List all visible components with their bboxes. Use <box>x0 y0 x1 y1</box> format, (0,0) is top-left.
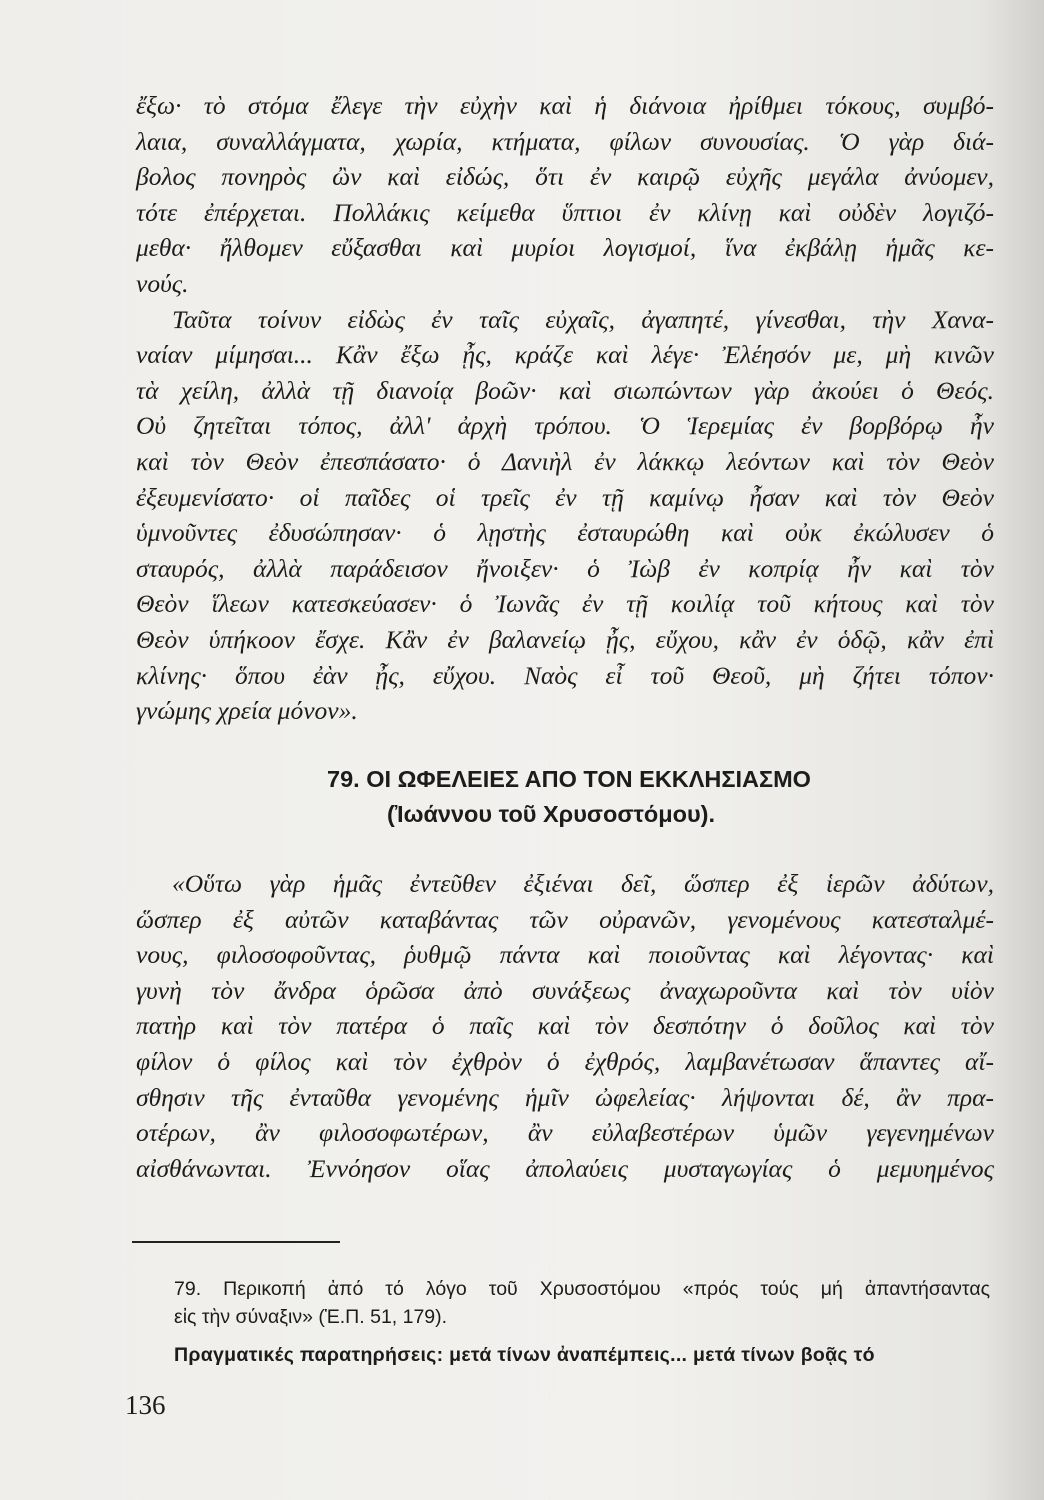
text-line: ὥσπερ ἐξ αὐτῶν καταβάντας τῶν οὐρανῶν, γενομένους κατεσταλμέ- <box>136 904 994 934</box>
text-line: σταυρός, ἀλλὰ παράδεισον ἤνοιξεν· ὁ Ἰὼβ ἐν κοπρίᾳ ἦν καὶ τὸν <box>136 553 994 583</box>
section-subheading: (Ἰωάννου τοῦ Χρυσοστόμου). <box>386 801 716 827</box>
section-heading: 79. ΟΙ ΩΦΕΛΕΙΕΣ ΑΠΟ ΤΟΝ ΕΚΚΛΗΣΙΑΣΜΟ <box>327 766 811 792</box>
text-line: καὶ τὸν Θεὸν ἐπεσπάσατο· ὁ Δανιὴλ ἐν λάκκῳ λεόντων καὶ τὸν Θεὸν <box>136 446 994 476</box>
text-line: βολος πονηρὸς ὢν καὶ εἰδώς, ὅτι ἐν καιρῷ εὐχῆς μεγάλα ἀνύομεν, <box>136 162 994 192</box>
text-line: φίλον ὁ φίλος καὶ τὸν ἐχθρὸν ὁ ἐχθρός, λαμβανέτωσαν ἅπαντες αἴ- <box>136 1046 994 1076</box>
text-line: νούς. <box>136 268 189 298</box>
paragraph-1 <box>136 88 994 729</box>
footnote-note-line: Πραγματικές παρατηρήσεις: μετά τίνων ἀναπέμπεις... μετά τίνων βοᾷς τό <box>174 1344 875 1366</box>
text-line: τότε ἐπέρχεται. Πολλάκις κείμεθα ὕπτιοι ἐν κλίνῃ καὶ οὐδὲν λογιζό- <box>136 197 994 227</box>
text-line: ὑμνοῦντες ἐδυσώπησαν· ὁ λῃστὴς ἐσταυρώθη καὶ οὐκ ἐκώλυσεν ὁ <box>136 518 994 548</box>
footnote-line: 79. Περικοπή ἀπό τό λόγο τοῦ Χρυσοστόμου «πρός τούς μή ἀπαντήσαντας <box>174 1278 990 1300</box>
text-line: Θεὸν ὑπήκοον ἔσχε. Κἂν ἐν βαλανείῳ ᾖς, εὔχου, κἂν ἐν ὁδῷ, κἂν ἐπὶ <box>136 624 994 654</box>
text-line: σθησιν τῆς ἐνταῦθα γενομένης ἡμῖν ὠφελείας· λήψονται δέ, ἂν πρα- <box>136 1082 994 1112</box>
text-line: αἰσθάνωνται. Ἐννόησον οἵας ἀπολαύεις μυσταγωγίας ὁ μεμυημένος <box>136 1153 994 1183</box>
text-line: γυνὴ τὸν ἄνδρα ὁρῶσα ἀπὸ συνάξεως ἀναχωροῦντα καὶ τὸν υἱὸν <box>136 975 994 1005</box>
text-line: γνώμης χρεία μόνον». <box>136 696 358 726</box>
text-line: κλίνης· ὅπου ἐὰν ᾖς, εὔχου. Ναὸς εἶ τοῦ Θεοῦ, μὴ ζήτει τόπον· <box>136 660 994 690</box>
text-line: νους, φιλοσοφοῦντας, ῥυθμῷ πάντα καὶ ποιοῦντας καὶ λέγοντας· καὶ <box>136 940 994 970</box>
text-line: ἔξω· τὸ στόμα ἔλεγε τὴν εὐχὴν καὶ ἡ διάνοια ἠρίθμει τόκους, συμβό- <box>136 91 994 120</box>
text-line: Οὐ ζητεῖται τόπος, ἀλλ' ἀρχὴ τρόπου. Ὁ Ἱερεμίας ἐν βορβόρῳ ἦν <box>136 411 994 441</box>
paragraph-2 <box>136 866 994 1186</box>
footnote <box>174 1275 990 1331</box>
text-line: Ταῦτα τοίνυν εἰδὼς ἐν ταῖς εὐχαῖς, ἀγαπητέ, γίνεσθαι, τὴν Χανα- <box>172 304 994 334</box>
text-line: οτέρων, ἂν φιλοσοφωτέρων, ἂν εὐλαβεστέρων ὑμῶν γεγενημένων <box>136 1118 994 1148</box>
text-line: λαια, συναλλάγματα, χωρία, κτήματα, φίλων συνουσίας. Ὁ γὰρ διά- <box>136 126 994 156</box>
text-line: Θεὸν ἵλεων κατεσκεύασεν· ὁ Ἰωνᾶς ἐν τῇ κοιλίᾳ τοῦ κήτους καὶ τὸν <box>136 589 994 619</box>
text-line: ναίαν μίμησαι... Κἂν ἔξω ᾖς, κράζε καὶ λέγε· Ἐλέησόν με, μὴ κινῶν <box>136 340 994 370</box>
text-line: πατὴρ καὶ τὸν πατέρα ὁ παῖς καὶ τὸν δεσπότην ὁ δοῦλος καὶ τὸν <box>136 1011 994 1041</box>
footnote-note <box>174 1341 990 1369</box>
text-line: μεθα· ἤλθομεν εὔξασθαι καὶ μυρίοι λογισμοί, ἵνα ἐκβάλῃ ἡμᾶς κε- <box>136 233 994 263</box>
text-line: τὰ χείλη, ἀλλὰ τῇ διανοίᾳ βοῶν· καὶ σιωπώντων γὰρ ἀκούει ὁ Θεός. <box>136 375 994 405</box>
footnote-divider <box>132 1241 340 1243</box>
text-line: «Οὕτω γὰρ ἡμᾶς ἐντεῦθεν ἐξιέναι δεῖ, ὥσπερ ἐξ ἱερῶν ἀδύτων, <box>172 869 994 898</box>
page-number: 136 <box>125 1390 166 1420</box>
text-line: ἐξευμενίσατο· οἱ παῖδες οἱ τρεῖς ἐν τῇ καμίνῳ ἦσαν καὶ τὸν Θεὸν <box>136 482 994 512</box>
footnote-line: εἰς τὴν σύναξιν» (Ἑ.Π. 51, 179). <box>174 1306 448 1328</box>
